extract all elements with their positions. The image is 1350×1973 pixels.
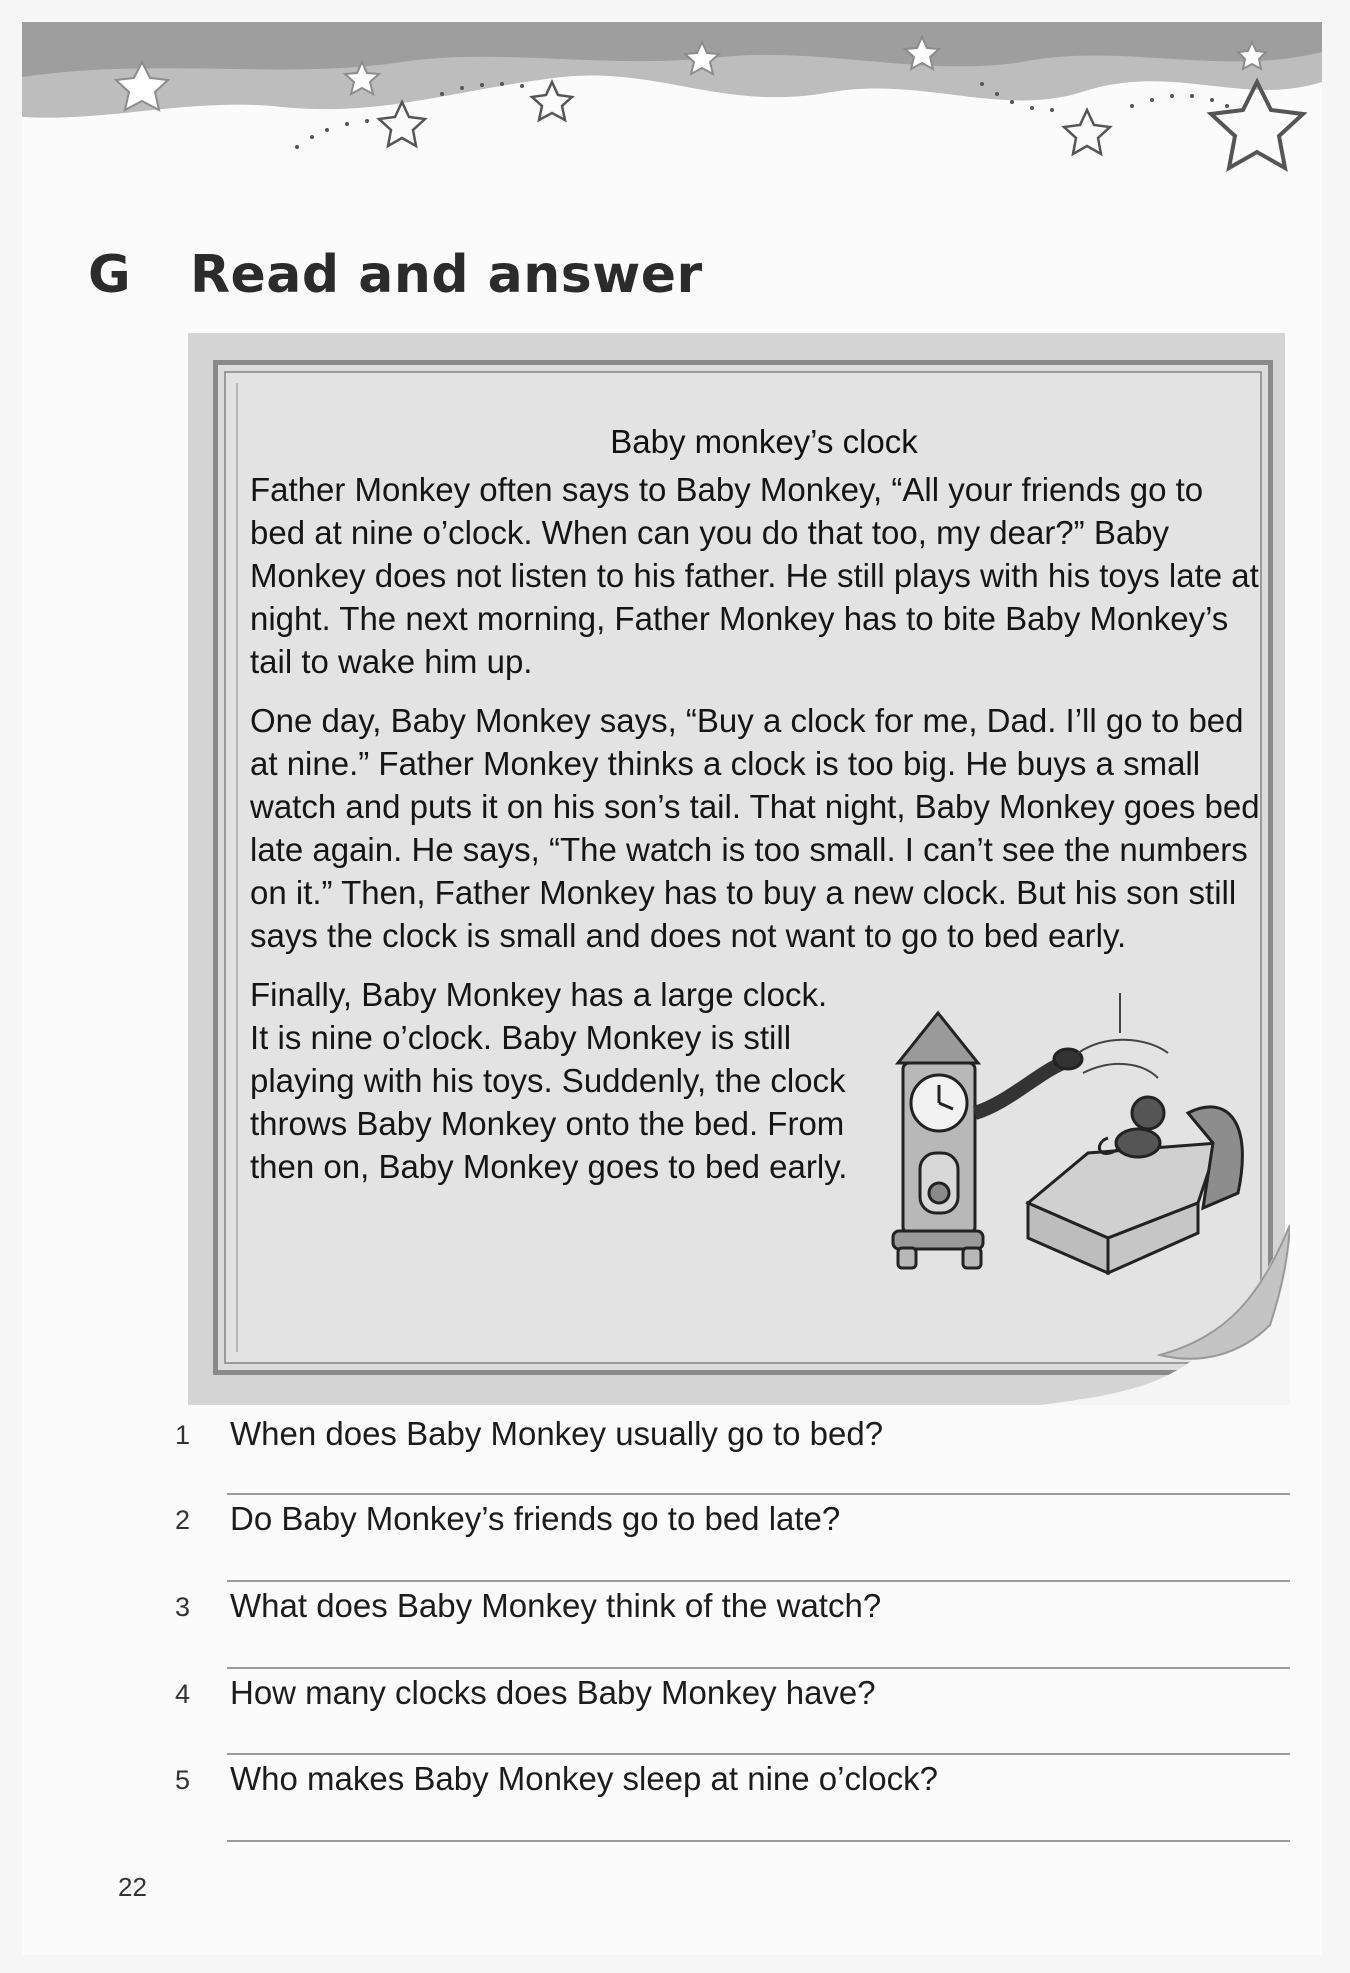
question-text: Do Baby Monkey’s friends go to bed late?: [230, 1500, 841, 1537]
question-number: 5: [175, 1765, 191, 1795]
section-title: Read and answer: [190, 245, 703, 305]
question-number: 1: [175, 1420, 191, 1450]
question-number: 3: [175, 1592, 191, 1622]
section-heading: [88, 245, 703, 305]
question-text: How many clocks does Baby Monkey have?: [230, 1674, 876, 1711]
question-number: 2: [175, 1505, 191, 1535]
story-frame: [213, 360, 1273, 1375]
page-curl-decoration: [1040, 1225, 1290, 1405]
story-paragraph: Father Monkey often says to Baby Monkey, “All your friends go to bed at nine o’clock. When can you do that too, my dear?” Baby Monkey does not listen to his father. He still plays with his toys late at night. The next morning, Father Monkey has to bite Baby Monkey’s tail to wake him up.: [250, 471, 1259, 680]
star-banner-art: [22, 22, 1322, 192]
answer-line-5[interactable]: [227, 1840, 1290, 1842]
story-paragraph: One day, Baby Monkey says, “Buy a clock for me, Dad. I’ll go to bed at nine.” Father Monkey thinks a clock is too big. He buys a small watch and puts it on his son’s tail. That night, Baby Monkey goes bed late again. He says, “The watch is too small. I can’t see the numbers on it.” Then, Father Monkey has to buy a new clock. But his son still says the clock is small and does not want to go to bed early.: [250, 702, 1260, 954]
star-banner: [22, 22, 1322, 192]
section-letter: G: [88, 245, 132, 305]
question-text: What does Baby Monkey think of the watch?: [230, 1587, 882, 1624]
question-text: Who makes Baby Monkey sleep at nine o’clock?: [230, 1760, 939, 1797]
answer-line-3[interactable]: [227, 1667, 1290, 1669]
story-paragraph: Finally, Baby Monkey has a large clock. It is nine o’clock. Baby Monkey is still playing with his toys. Suddenly, the clock throws Baby Monkey onto the bed. From then on, Baby Monkey goes to bed early.: [250, 976, 848, 1185]
question-number: 4: [175, 1679, 191, 1709]
answer-line-2[interactable]: [227, 1580, 1290, 1582]
answer-line-4[interactable]: [227, 1753, 1290, 1755]
story-content: [236, 383, 1260, 1352]
page-number: 22: [118, 1872, 147, 1902]
answer-line-1[interactable]: [227, 1493, 1290, 1495]
question-text: When does Baby Monkey usually go to bed?: [230, 1415, 884, 1452]
story-title: Baby monkey’s clock: [610, 423, 918, 460]
